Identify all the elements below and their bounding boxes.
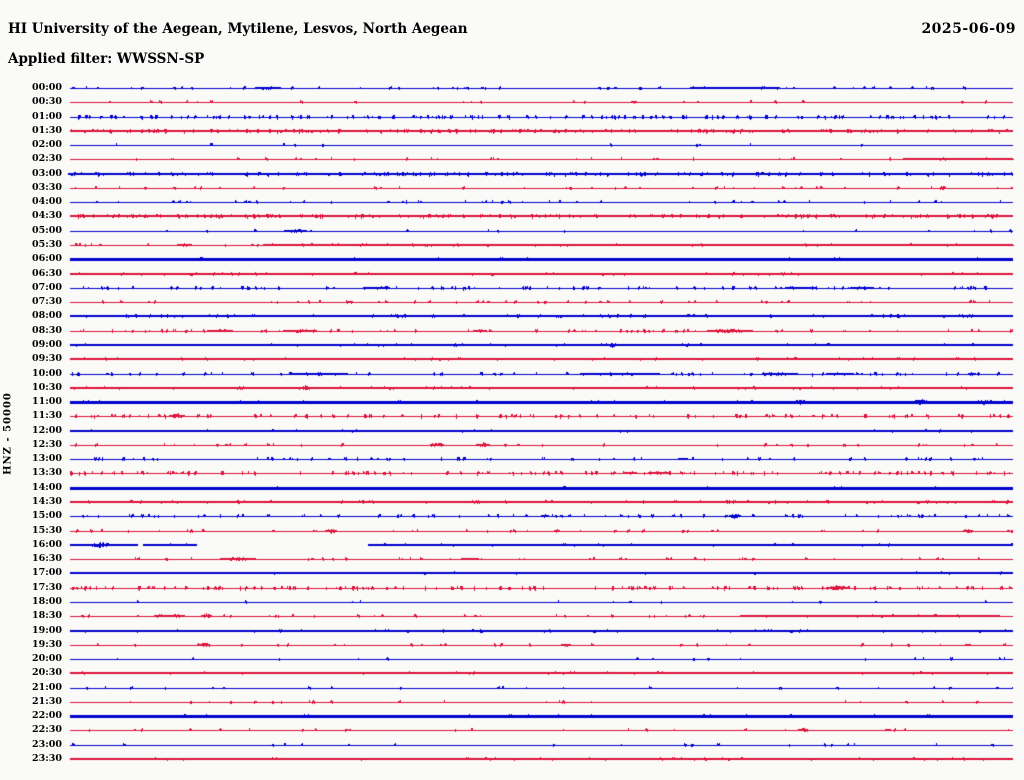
time-label: 05:30 — [32, 239, 62, 250]
time-label: 13:00 — [32, 453, 62, 464]
time-label: 02:30 — [32, 153, 62, 164]
time-label: 19:30 — [32, 639, 62, 650]
time-label: 01:00 — [32, 111, 62, 122]
time-label: 07:00 — [32, 282, 62, 293]
time-label: 16:30 — [32, 553, 62, 564]
time-label: 02:00 — [32, 139, 62, 150]
time-label: 18:00 — [32, 596, 62, 607]
time-label: 03:00 — [32, 168, 62, 179]
time-label: 04:00 — [32, 196, 62, 207]
time-label: 17:30 — [32, 582, 62, 593]
time-label: 12:30 — [32, 439, 62, 450]
time-label: 08:30 — [32, 325, 62, 336]
time-label: 17:00 — [32, 567, 62, 578]
time-label: 07:30 — [32, 296, 62, 307]
time-label: 14:30 — [32, 496, 62, 507]
time-label: 01:30 — [32, 125, 62, 136]
time-label: 19:00 — [32, 625, 62, 636]
time-label: 20:00 — [32, 653, 62, 664]
time-label: 23:00 — [32, 739, 62, 750]
time-label: 20:30 — [32, 667, 62, 678]
time-label: 04:30 — [32, 210, 62, 221]
time-label: 23:30 — [32, 753, 62, 764]
time-label: 06:30 — [32, 268, 62, 279]
time-label: 13:30 — [32, 467, 62, 478]
time-label: 10:00 — [32, 368, 62, 379]
time-label: 11:00 — [32, 396, 62, 407]
time-label: 14:00 — [32, 482, 62, 493]
time-label: 00:00 — [32, 82, 62, 93]
time-label: 18:30 — [32, 610, 62, 621]
time-label: 05:00 — [32, 225, 62, 236]
time-label: 08:00 — [32, 310, 62, 321]
time-label: 09:30 — [32, 353, 62, 364]
time-label: 12:00 — [32, 425, 62, 436]
time-label: 15:00 — [32, 510, 62, 521]
time-label: 15:30 — [32, 525, 62, 536]
time-label: 09:00 — [32, 339, 62, 350]
time-label: 22:30 — [32, 724, 62, 735]
time-label: 11:30 — [32, 410, 62, 421]
time-label: 21:00 — [32, 682, 62, 693]
time-label: 03:30 — [32, 182, 62, 193]
time-label: 16:00 — [32, 539, 62, 550]
time-label: 22:00 — [32, 710, 62, 721]
time-label: 06:00 — [32, 253, 62, 264]
time-label: 00:30 — [32, 96, 62, 107]
time-label: 10:30 — [32, 382, 62, 393]
time-label: 21:30 — [32, 696, 62, 707]
